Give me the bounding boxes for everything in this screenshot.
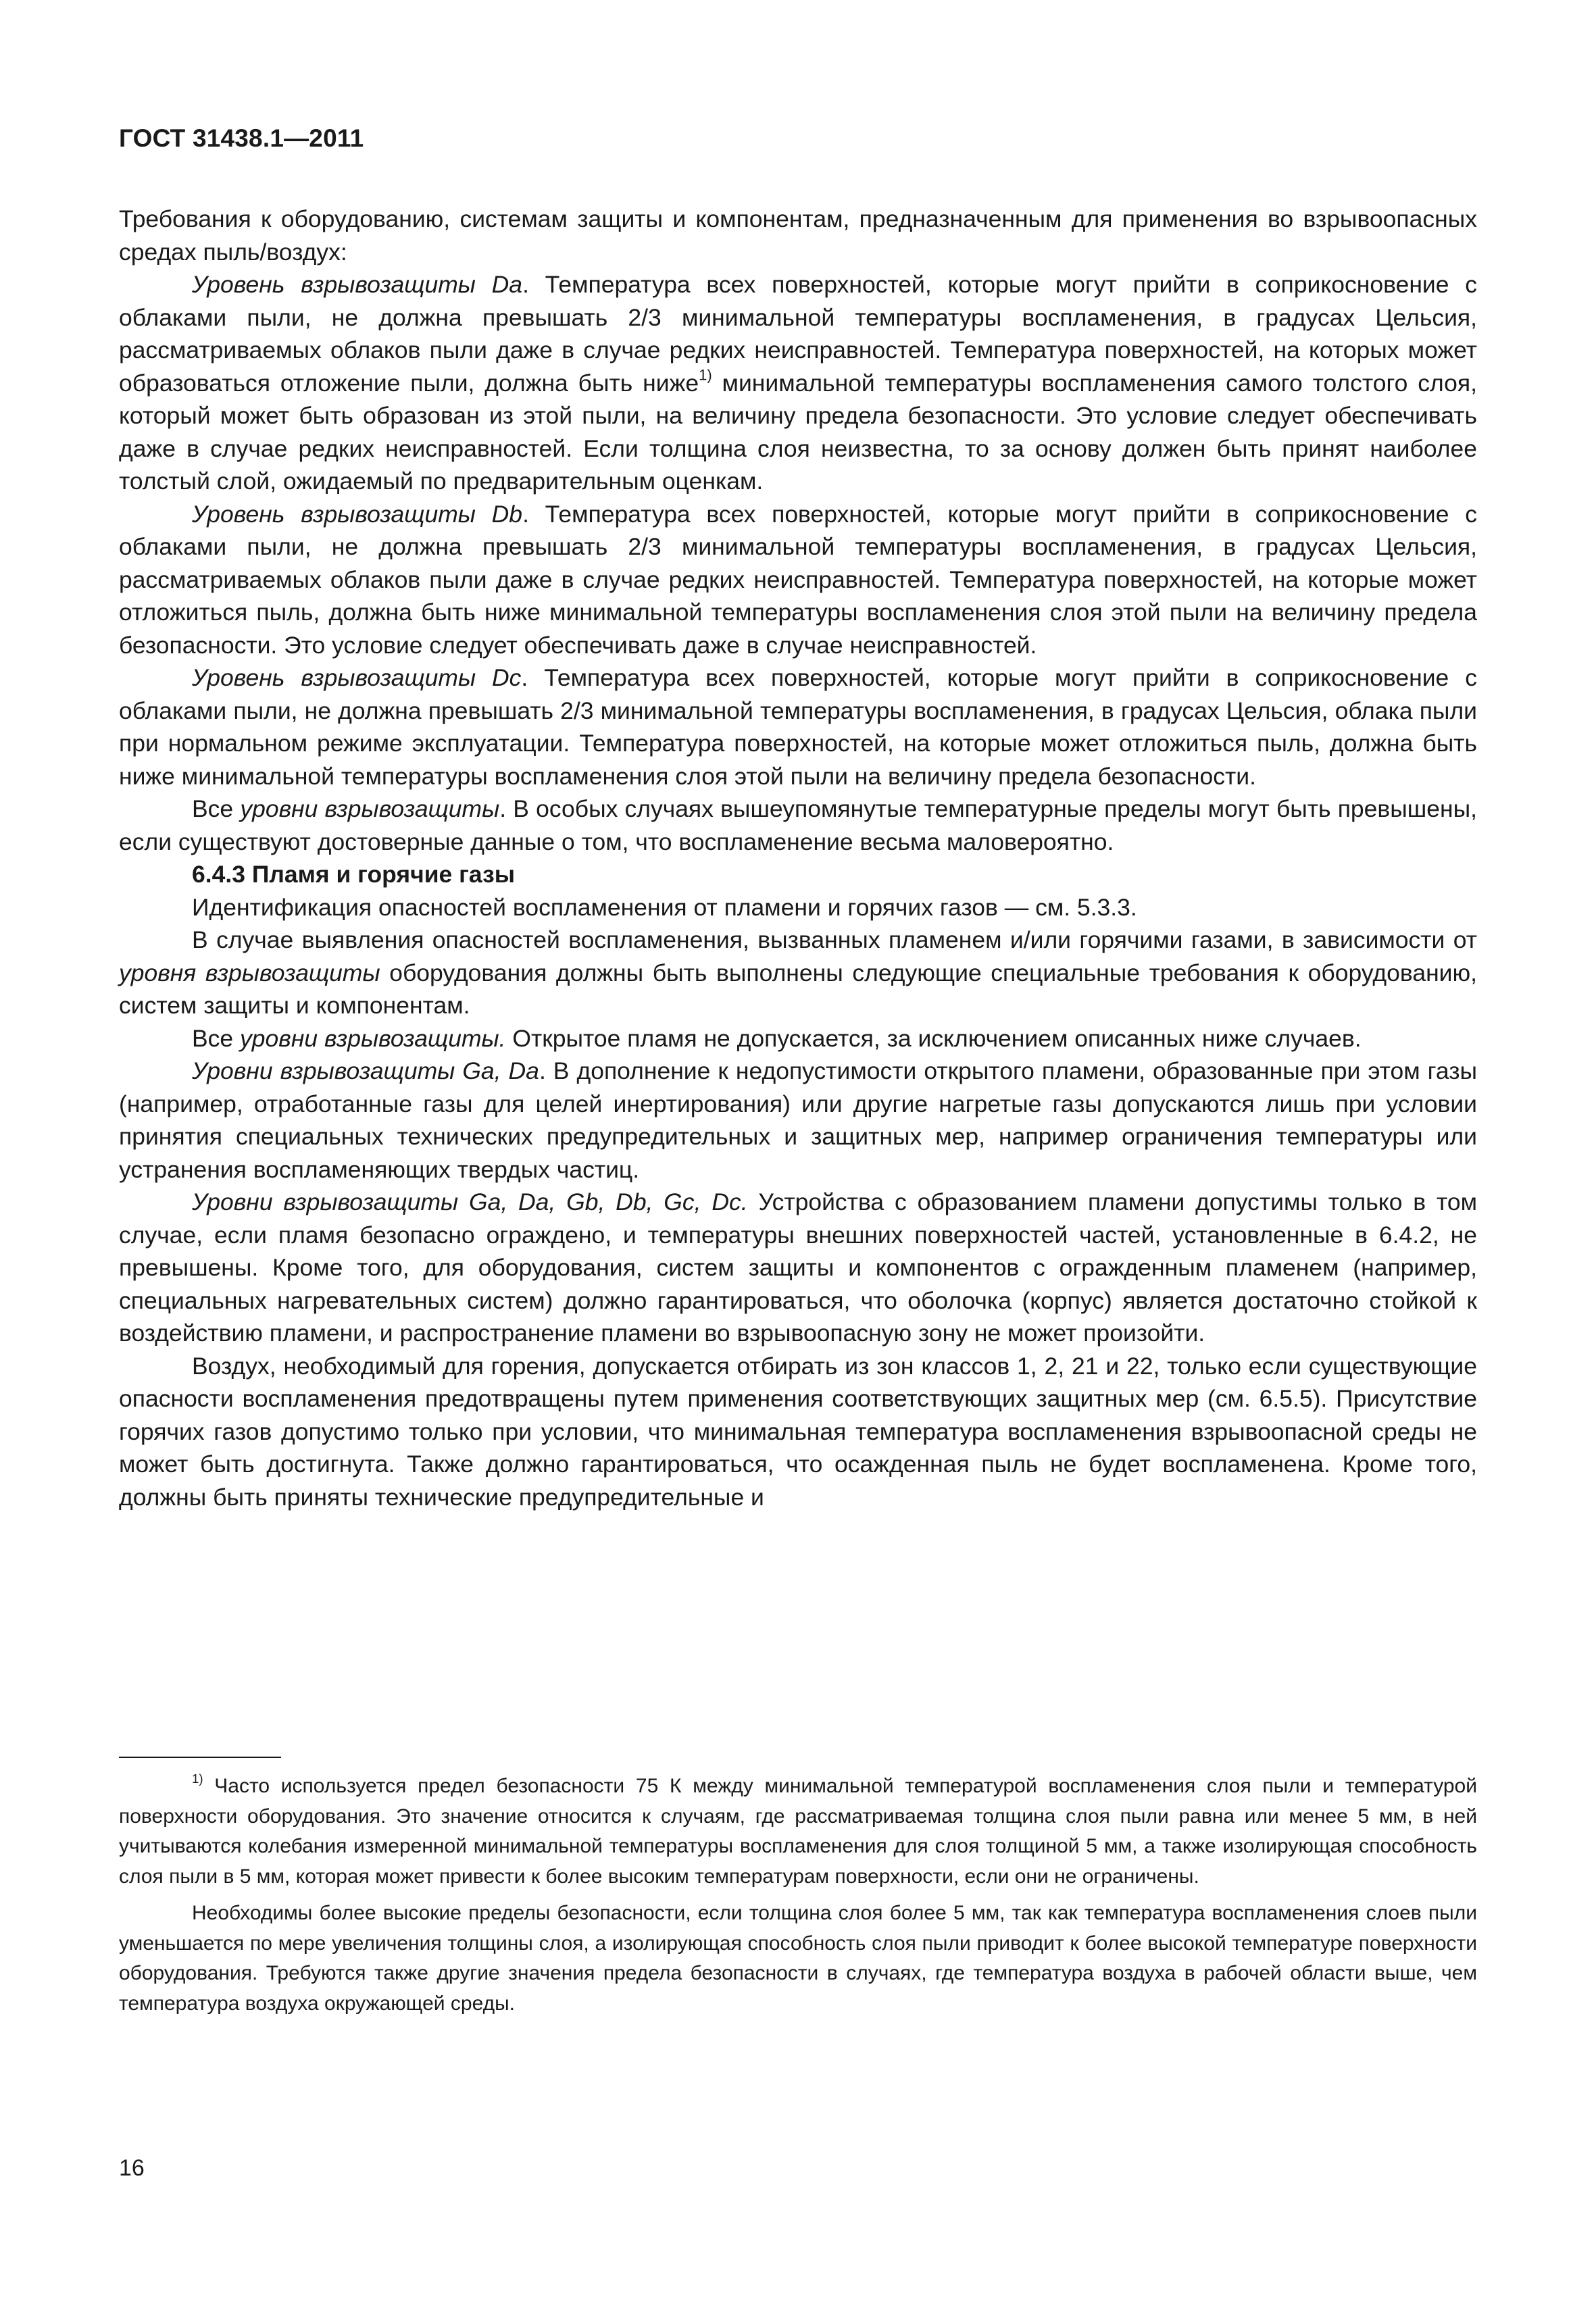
paragraph-identification: Идентификация опасностей воспламенения от пламени и горячих газов — см. 5.3.3. (192, 893, 1137, 921)
footnote-1: $^{1)}$ Часто используется предел безопасности 75 К между минимальной температурой воспламенения слоя пыли и температурой поверхности оборудования. Это значение относится к случаям, где рассматриваемая толщина слоя пыли равна или менее 5 мм, в ней учитываются колебания измеренной минимальной температуры воспламенения для слоя толщиной 5 мм, а также изолирующая способность слоя пыли в 5 мм, которая может привести к более высоким температурам поверхности, если они не ограничены. (119, 1771, 1477, 1888)
footnote-divider (119, 1757, 281, 1758)
main-text (119, 203, 1477, 1513)
paragraph-level-ga-da: Уровни взрывозащиты Ga, Da. В дополнение к недопустимости открытого пламени, образованные при этом газы (например, отработанные газы для целей инертирования) или другие нагретые газы допускаются лишь при условии принятия специальных технических предупредительных и защитных мер, например ограничения температуры или устранения воспламеняющих твердых частиц. (119, 1057, 1477, 1183)
level-term: Уровни взрывозащиты Ga, Da (192, 1057, 539, 1084)
page-number: 16 (119, 2155, 145, 2181)
paragraph-level-da: Уровень взрывозащиты Da. Температура всех поверхностей, которые могут прийти в соприкосновение с облаками пыли, не должна превышать 2/3 минимальной температуры воспламенения, в градусах Цельсия, рассматриваемых облаков пыли даже в случае редких неисправностей. Температура поверхностей, на которых может образоваться отложение пыли, должна быть ниже$^{1)}$ минимальной температуры воспламенения самого толстого слоя, который может быть образован из этой пыли, на величину предела безопасности. Это условие следует обеспечивать даже в случае редких неисправностей. Если толщина слоя неизвестна, то за основу должен быть принят наиболее толстый слой, ожидаемый по предварительным оценкам. (119, 271, 1477, 495)
footnote-1-continued: Необходимы более высокие пределы безопасности, если толщина слоя более 5 мм, так как температура воспламенения слоев пыли уменьшается по мере увеличения толщины слоя, а изолирующая способность слоя пыли приводит к более высокой температуре поверхности оборудования. Требуются также другие значения предела безопасности в случаях, где температура воздуха в рабочей области выше, чем температура воздуха окружающей среды. (119, 1902, 1477, 2015)
level-term: уровня взрывозащиты (119, 959, 380, 986)
level-term: уровни взрывозащиты. (240, 1024, 506, 1052)
paragraph-intro: Требования к оборудованию, системам защиты и компонентам, предназначенным для применения во взрывоопасных средах пыль/воздух: (119, 205, 1477, 266)
paragraph-combustion-air: Воздух, необходимый для горения, допускается отбирать из зон классов 1, 2, 21 и 22, только если существующие опасности воспламенения предотвращены путем применения соответствующих защитных мер (см. 6.5.5). Присутствие горячих газов допустимо только при условии, что минимальная температура воспламенения взрывоопасной среды не может быть достигнута. Также должно гарантироваться, что осажденная пыль не будет воспламенена. Кроме того, должны быть приняты технические предупредительные и (119, 1352, 1477, 1511)
section-heading: 6.4.3 Пламя и горячие газы (192, 861, 516, 888)
level-term: Уровень взрывозащиты Da (192, 271, 523, 298)
paragraph-open-flame: Все уровни взрывозащиты. Открытое пламя не допускается, за исключением описанных ниже случаев. (192, 1024, 1362, 1052)
level-term: Уровень взрывозащиты Db (192, 500, 523, 528)
footnote-ref[interactable]: 1) (699, 366, 712, 383)
level-term: Уровни взрывозащиты Ga, Da, Gb, Db, Gc, Dc. (192, 1188, 748, 1215)
footnote-marker: 1) (192, 1771, 203, 1786)
level-term: Уровень взрывозащиты Dc (192, 664, 522, 691)
document-header: ГОСТ 31438.1—2011 (119, 124, 364, 152)
footnotes (119, 1771, 1477, 2019)
paragraph-level-all: Уровни взрывозащиты Ga, Da, Gb, Db, Gc, Dc. Устройства с образованием пламени допустимы только в том случае, если пламя безопасно ограждено, и температуры внешних поверхностей частей, установленные в 6.4.2, не превышены. Кроме того, для оборудования, систем защиты и компонентов с огражденным пламенем (например, специальных нагревательных систем) должно гарантироваться, что оболочка (корпус) является достаточно стойкой к воздействию пламени, и распространение пламени во взрывоопасную зону не может произойти. (119, 1188, 1477, 1347)
paragraph-level-db: Уровень взрывозащиты Db. Температура всех поверхностей, которые могут прийти в соприкосновение с облаками пыли, не должна превышать 2/3 минимальной температуры воспламенения, в градусах Цельсия, рассматриваемых облаков пыли даже в случае редких неисправностей. Температура поверхностей, на которые может отложиться пыль, должна быть ниже минимальной температуры воспламенения слоя этой пыли на величину предела безопасности. Это условие следует обеспечивать даже в случае неисправностей. (119, 500, 1477, 659)
paragraph-flame-hazards: В случае выявления опасностей воспламенения, вызванных пламенем и/или горячими газами, в зависимости от уровня взрывозащиты оборудования должны быть выполнены следующие специальные требования к оборудованию, систем защиты и компонентам. (119, 926, 1478, 1019)
paragraph-all-levels: Все уровни взрывозащиты. В особых случаях вышеупомянутые температурные пределы могут быть превышены, если существуют достоверные данные о том, что воспламенение весьма маловероятно. (119, 795, 1477, 855)
level-term: уровни взрывозащиты (240, 795, 500, 822)
paragraph-level-dc: Уровень взрывозащиты Dc. Температура всех поверхностей, которые могут прийти в соприкосновение с облаками пыли, не должна превышать 2/3 минимальной температуры воспламенения, в градусах Цельсия, облака пыли при нормальном режиме эксплуатации. Температура поверхностей, на которые может отложиться пыль, должна быть ниже минимальной температуры воспламенения слоя этой пыли на величину предела безопасности. (119, 664, 1477, 790)
